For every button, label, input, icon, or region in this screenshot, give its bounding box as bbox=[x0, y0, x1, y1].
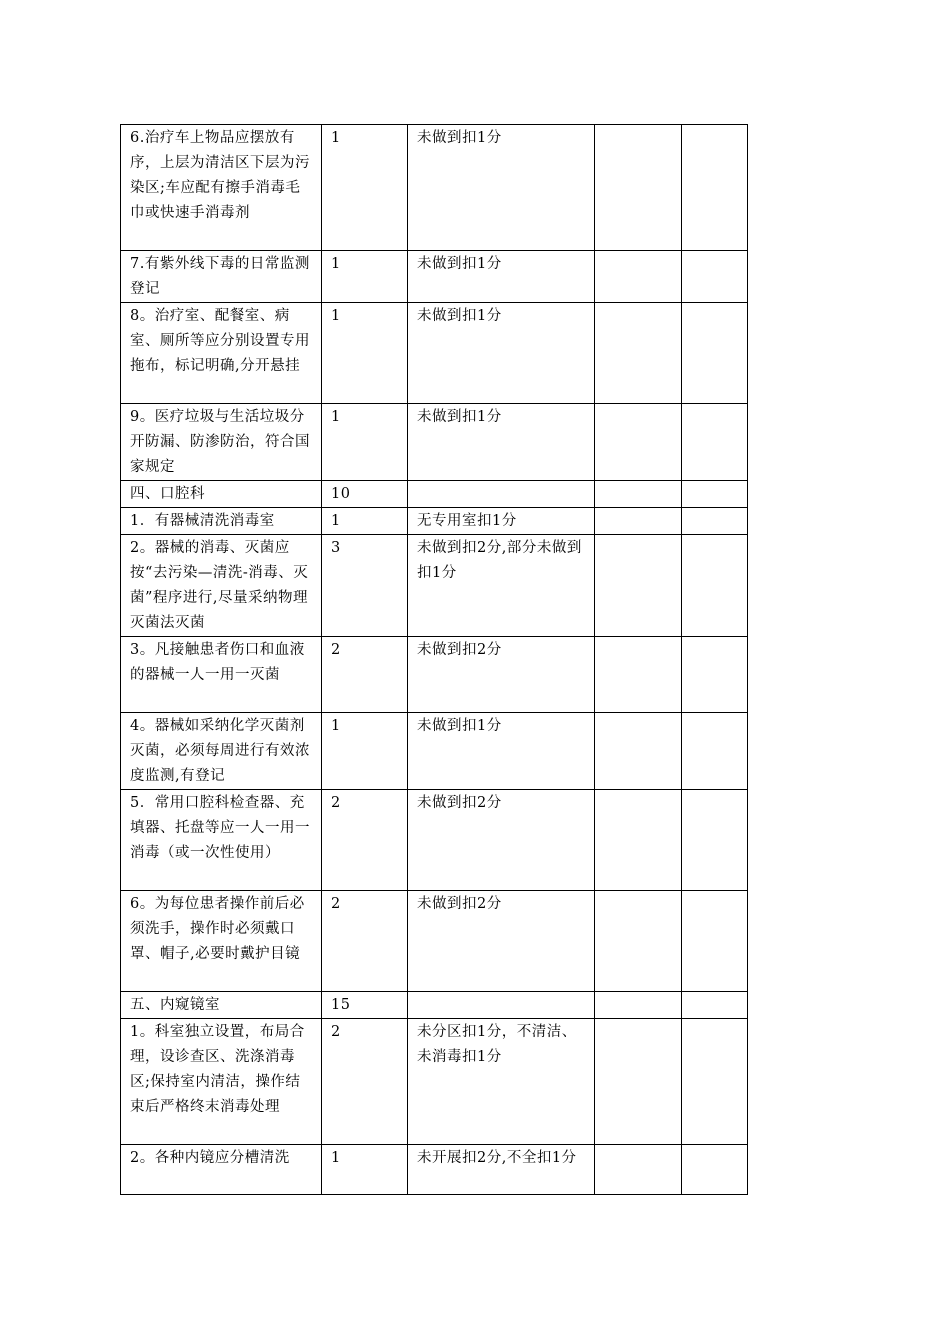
item-cell: 8。治疗室、配餐室、病室、厕所等应分别设置专用拖布，标记明确,分开悬挂 bbox=[121, 303, 322, 404]
deduction-cell: 未分区扣1分，不清洁、未消毒扣1分 bbox=[408, 1019, 595, 1145]
item-cell: 2。器械的消毒、灭菌应按“去污染—清洗-消毒、灭菌”程序进行,尽量采纳物理灭菌法灭菌 bbox=[121, 535, 322, 637]
check-cell bbox=[595, 303, 682, 404]
score-cell: 2 bbox=[322, 1019, 408, 1145]
deduction-cell: 未做到扣1分 bbox=[408, 404, 595, 481]
score-cell: 2 bbox=[322, 891, 408, 992]
remark-cell bbox=[682, 508, 748, 535]
deduction-cell: 未做到扣1分 bbox=[408, 251, 595, 303]
table-row bbox=[121, 404, 748, 481]
remark-cell bbox=[682, 992, 748, 1019]
check-cell bbox=[595, 891, 682, 992]
deduction-cell: 未做到扣2分,部分未做到扣1分 bbox=[408, 535, 595, 637]
deduction-cell: 未做到扣1分 bbox=[408, 713, 595, 790]
score-cell: 1 bbox=[322, 404, 408, 481]
section-row bbox=[121, 992, 748, 1019]
item-cell: 1。科室独立设置，布局合理，设诊查区、洗涤消毒区;保持室内清洁，操作结束后严格终末消毒处理 bbox=[121, 1019, 322, 1145]
score-cell: 10 bbox=[322, 481, 408, 508]
score-cell: 15 bbox=[322, 992, 408, 1019]
table-row bbox=[121, 790, 748, 891]
remark-cell bbox=[682, 891, 748, 992]
check-cell bbox=[595, 1145, 682, 1195]
score-cell: 1 bbox=[322, 303, 408, 404]
check-cell bbox=[595, 251, 682, 303]
table-row bbox=[121, 1019, 748, 1145]
deduction-cell: 未开展扣2分,不全扣1分 bbox=[408, 1145, 595, 1195]
item-cell: 4。器械如采纳化学灭菌剂灭菌，必须每周进行有效浓度监测,有登记 bbox=[121, 713, 322, 790]
check-cell bbox=[595, 637, 682, 713]
item-cell: 6。为每位患者操作前后必须洗手，操作时必须戴口罩、帽子,必要时戴护目镜 bbox=[121, 891, 322, 992]
remark-cell bbox=[682, 251, 748, 303]
table-row bbox=[121, 535, 748, 637]
deduction-cell bbox=[408, 992, 595, 1019]
deduction-cell: 未做到扣2分 bbox=[408, 637, 595, 713]
remark-cell bbox=[682, 713, 748, 790]
check-cell bbox=[595, 790, 682, 891]
item-cell: 6.治疗车上物品应摆放有序，上层为清洁区下层为污染区;车应配有擦手消毒毛巾或快速手消毒剂 bbox=[121, 125, 322, 251]
check-cell bbox=[595, 992, 682, 1019]
table-row bbox=[121, 713, 748, 790]
score-cell: 2 bbox=[322, 637, 408, 713]
check-cell bbox=[595, 1019, 682, 1145]
deduction-cell bbox=[408, 481, 595, 508]
check-cell bbox=[595, 481, 682, 508]
item-cell: 5．常用口腔科检查器、充填器、托盘等应一人一用一消毒（或一次性使用） bbox=[121, 790, 322, 891]
item-cell: 3。凡接触患者伤口和血液的器械一人一用一灭菌 bbox=[121, 637, 322, 713]
remark-cell bbox=[682, 481, 748, 508]
deduction-cell: 未做到扣2分 bbox=[408, 891, 595, 992]
item-cell: 1．有器械清洗消毒室 bbox=[121, 508, 322, 535]
section-row bbox=[121, 481, 748, 508]
table-row bbox=[121, 508, 748, 535]
remark-cell bbox=[682, 1019, 748, 1145]
score-cell: 1 bbox=[322, 713, 408, 790]
inspection-score-table bbox=[120, 124, 748, 1195]
table-row bbox=[121, 251, 748, 303]
item-cell: 2。各种内镜应分槽清洗 bbox=[121, 1145, 322, 1195]
section-title-cell: 四、口腔科 bbox=[121, 481, 322, 508]
table-row bbox=[121, 1145, 748, 1195]
score-cell: 1 bbox=[322, 125, 408, 251]
remark-cell bbox=[682, 790, 748, 891]
remark-cell bbox=[682, 125, 748, 251]
table-row bbox=[121, 125, 748, 251]
score-cell: 2 bbox=[322, 790, 408, 891]
score-cell: 1 bbox=[322, 1145, 408, 1195]
check-cell bbox=[595, 713, 682, 790]
check-cell bbox=[595, 404, 682, 481]
table-body bbox=[121, 125, 748, 1195]
remark-cell bbox=[682, 637, 748, 713]
check-cell bbox=[595, 535, 682, 637]
table-row bbox=[121, 891, 748, 992]
check-cell bbox=[595, 508, 682, 535]
remark-cell bbox=[682, 535, 748, 637]
section-title-cell: 五、内窥镜室 bbox=[121, 992, 322, 1019]
score-cell: 1 bbox=[322, 508, 408, 535]
remark-cell bbox=[682, 1145, 748, 1195]
score-cell: 1 bbox=[322, 251, 408, 303]
check-cell bbox=[595, 125, 682, 251]
item-cell: 9。医疗垃圾与生活垃圾分开防漏、防渗防治，符合国家规定 bbox=[121, 404, 322, 481]
score-cell: 3 bbox=[322, 535, 408, 637]
item-cell: 7.有紫外线下毒的日常监测登记 bbox=[121, 251, 322, 303]
table-row bbox=[121, 637, 748, 713]
deduction-cell: 未做到扣1分 bbox=[408, 303, 595, 404]
deduction-cell: 无专用室扣1分 bbox=[408, 508, 595, 535]
remark-cell bbox=[682, 404, 748, 481]
remark-cell bbox=[682, 303, 748, 404]
table-row bbox=[121, 303, 748, 404]
deduction-cell: 未做到扣1分 bbox=[408, 125, 595, 251]
deduction-cell: 未做到扣2分 bbox=[408, 790, 595, 891]
